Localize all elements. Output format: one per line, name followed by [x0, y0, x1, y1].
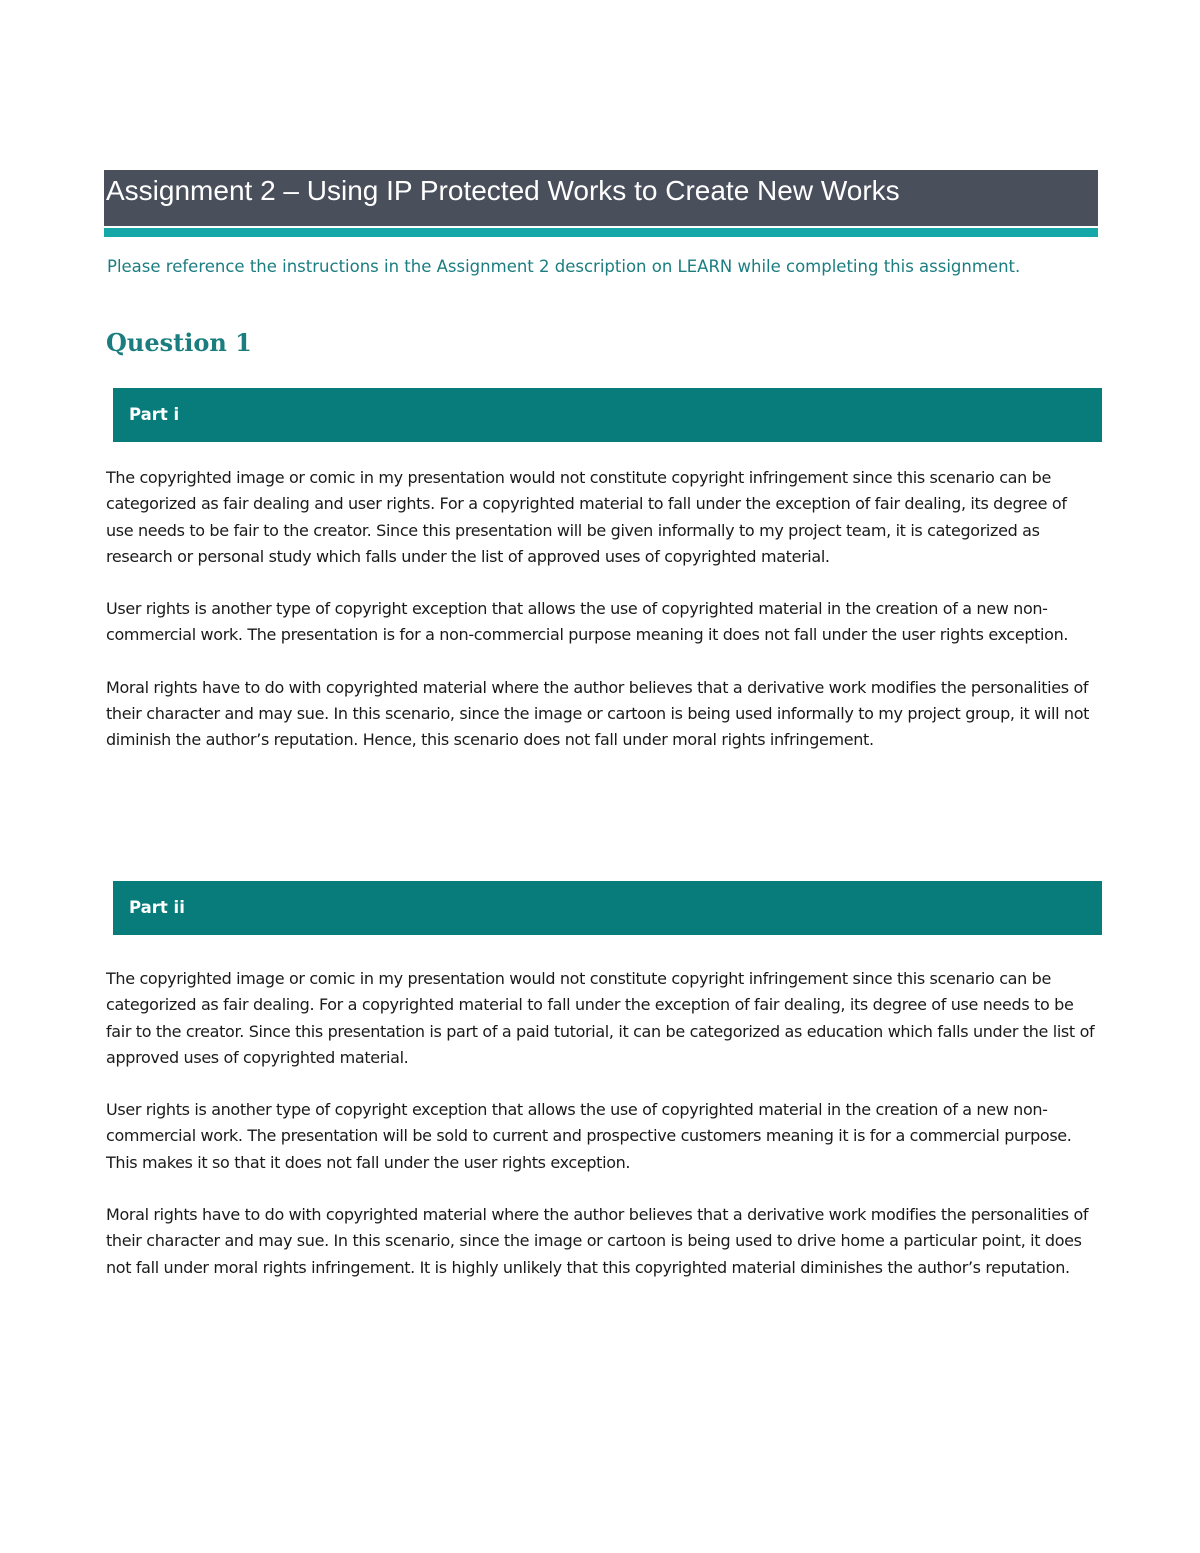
part-i-paragraph-fair-dealing: The copyrighted image or comic in my presentation would not constitute copyright infringement since this scenario can be categorized as fair dealing and user rights. For a copyrighted material to fall under the exception of fair dealing, its degree of use needs to be fair to the creator. Since this presentation will be given informally to my project team, it is categorized as research or personal study which falls under the list of approved uses of copyrighted material. [106, 468, 1067, 566]
document-title: Assignment 2 – Using IP Protected Works to Create New Works [106, 175, 900, 206]
part-i-paragraph-user-rights: User rights is another type of copyright exception that allows the use of copyrighted material in the creation of a new non-commercial work. The presentation is for a non-commercial purpose meaning it does not fall under the user rights exception. [106, 599, 1069, 645]
question-heading: Question 1 [106, 328, 252, 357]
part-ii-body [106, 966, 1098, 1307]
part-i-body [106, 465, 1098, 780]
part-i-label: Part i [129, 405, 180, 424]
part-ii-paragraph-user-rights: User rights is another type of copyright exception that allows the use of copyrighted material in the creation of a new non-commercial work. The presentation will be sold to current and prospective customers meaning it is for a commercial purpose. This makes it so that it does not fall under the user rights exception. [106, 1100, 1072, 1172]
part-ii-paragraph-fair-dealing: The copyrighted image or comic in my presentation would not constitute copyright infringement since this scenario can be categorized as fair dealing. For a copyrighted material to fall under the exception of fair dealing, its degree of use needs to be fair to the creator. Since this presentation is part of a paid tutorial, it can be categorized as education which falls under the list of approved uses of copyrighted material. [106, 969, 1095, 1067]
part-i-paragraph-moral-rights: Moral rights have to do with copyrighted material where the author believes that a derivative work modifies the personalities of their character and may sue. In this scenario, since the image or cartoon is being used informally to my project group, it will not diminish the author’s reputation. Hence, this scenario does not fall under moral rights infringement. [106, 677, 1090, 750]
title-bar [104, 170, 1098, 226]
part-ii-label: Part ii [129, 898, 185, 917]
part-ii-paragraph-moral-rights: Moral rights have to do with copyrighted material where the author believes that a derivative work modifies the personalities of their character and may sue. In this scenario, since the image or cartoon is being used to drive home a particular point, it does not fall under moral rights infringement. It is highly unlikely that this copyrighted material diminishes the author’s reputation. [106, 1205, 1089, 1277]
part-ii-banner [113, 881, 1102, 935]
instructions-note: Please reference the instructions in the Assignment 2 description on LEARN while completing this assignment. [107, 257, 1021, 276]
title-underline [104, 228, 1098, 237]
part-i-banner [113, 388, 1102, 442]
